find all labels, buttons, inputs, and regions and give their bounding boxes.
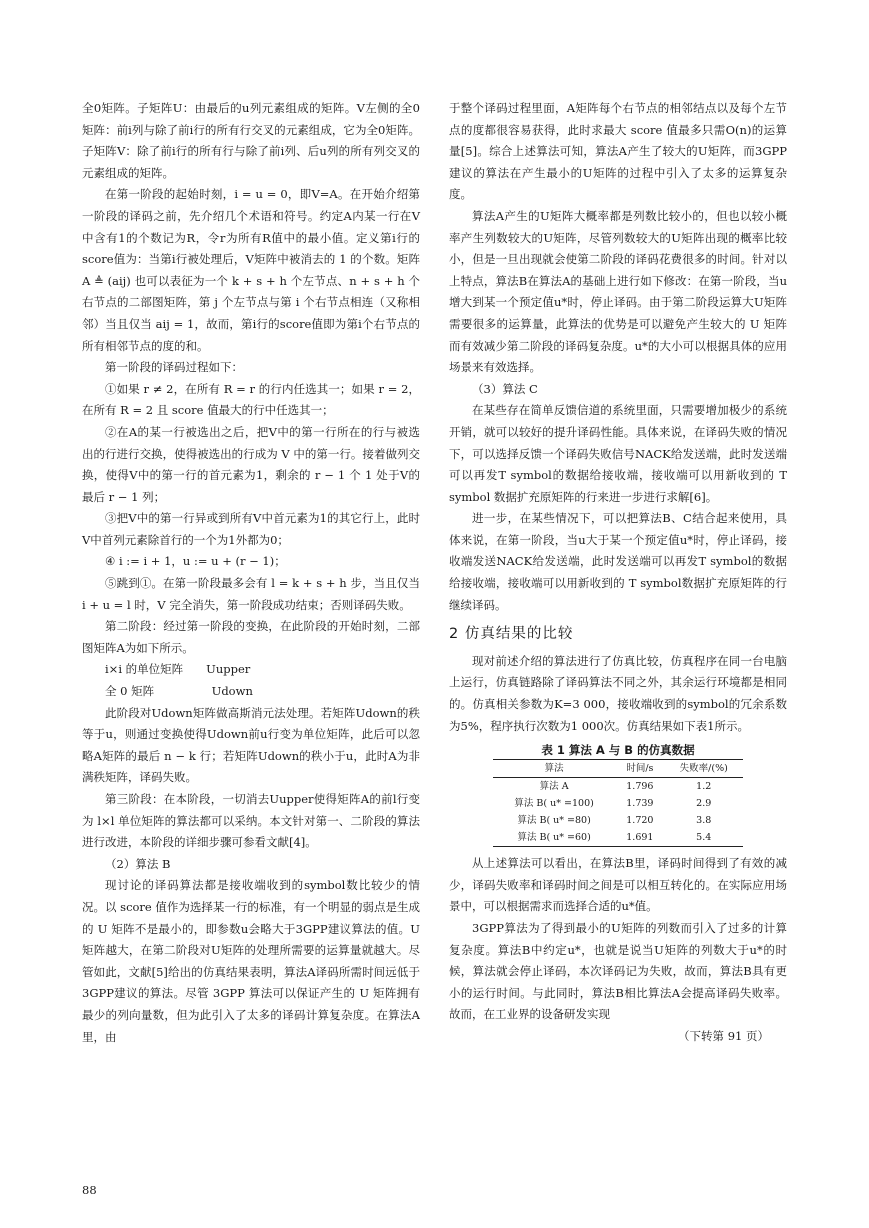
paragraph: 第三阶段：在本阶段，一切消去Uupper使得矩阵A的前l行变为 l×l 单位矩阵的算法都可以采纳。本文针对第一、二阶段的算法进行改进，本阶段的详细步骤可参看文献[4]。	[82, 792, 420, 850]
column-header: 算法	[544, 763, 564, 775]
paragraph: 现讨论的译码算法都是接收端收到的symbol数比较少的情况。以 score 值作为选择某一行的标准，有一个明显的弱点是生成的 U 矩阵不是最小的，即参数u会略大于3GPP建议算法的值。U矩阵越大，在第二阶段对U矩阵的处理所需要的运算量就越大。尽管如此，文献[5]给出的仿真结果表明，算法A译码所需时间远低于3GPP建议的算法。尽管 3GPP 算法可以保证产生的 U 矩阵拥有最少的列向量数，但为此引入了太多的译码计算复杂度。在算法A里，由	[82, 878, 420, 1044]
paragraph: 在某些存在简单反馈信道的系统里面，只需要增加极少的系统开销，就可以较好的提升译码性能。具体来说，在译码失败的情况下，可以选择反馈一个译码失败信号NACK给发送端，此时发送端可以再发T symbol的数据给接收端，接收端可以用新收到的 T symbol 数据扩充原矩阵的行来进一步进行求解[6]。	[449, 403, 787, 504]
paragraph: 于整个译码过程里面，A矩阵每个右节点的相邻结点以及每个左节点的度都很容易获得，此时求最大 score 值最多只需O(n)的运算量[5]。综合上述算法可知，算法A产生了较大的U矩阵，而3GPP建议的算法在产生最小的U矩阵的过程中引入了太多的运算复杂度。	[449, 101, 787, 202]
column-header: 失败率/(%)	[679, 763, 728, 775]
table-cell: 1.739	[626, 798, 654, 810]
paragraph: 第二阶段：经过第一阶段的变换，在此阶段的开始时刻，二部图矩阵A为如下所示。	[82, 619, 420, 655]
table-row	[493, 812, 743, 829]
subsection-heading: （3）算法 C	[472, 381, 538, 396]
table-cell: 算法 A	[539, 781, 569, 793]
table-cell: 3.8	[696, 815, 712, 827]
paragraph: 算法A产生的U矩阵大概率都是列数比较小的，但也以较小概率产生列数较大的U矩阵，尽管列数较大的U矩阵出现的概率比较小，但是一旦出现就会使第二阶段的译码花费很多的时间。针对以上特点，算法B在算法A的基础上进行如下修改：在第一阶段，当u增大到某一个预定值u*时，停止译码。由于第二阶段运算大U矩阵需要很多的运算量，此算法的优势是可以避免产生较大的 U 矩阵而有效减少第二阶段的译码复杂度。u*的大小可以根据具体的应用场景来有效选择。	[449, 208, 787, 375]
table-row	[493, 829, 743, 847]
step-item: ⑤跳到①。在第一阶段最多会有 l = k + s + h 步，当且仅当 i + u = l 时，V 完全消失，第一阶段成功结束；否则译码失败。	[82, 576, 420, 612]
table-cell: 1.720	[626, 815, 654, 827]
table-caption: 表 1 算法 A 与 B 的仿真数据	[541, 743, 695, 758]
paragraph: 在第一阶段的起始时刻，i = u = 0，即V=A。在开始介绍第一阶段的译码之前，先介绍几个术语和符号。约定A内某一行在V中含有1的个数记为R，令r为所有R值中的最小值。定义第i行的score值为：当第i行被处理后，V矩阵中被消去的 1 的个数。矩阵 A ≜ (aij) 也可以表征为一个 k + s + h 个左节点、n + s + h 个右节点的二部图矩阵，第 j 个左节点与第 i 个右节点相连（又称相邻）当且仅当 aij = 1，故而，第i行的score值即为第i个右节点的所有相邻节点的度的和。	[82, 187, 420, 353]
table-cell: 2.9	[696, 798, 712, 810]
subsection-heading: （2）算法 B	[105, 856, 171, 871]
continuation-note: （下转第 91 页）	[678, 1028, 769, 1043]
left-column	[82, 98, 420, 1048]
paragraph: 3GPP算法为了得到最小的U矩阵的列数而引入了过多的计算复杂度。算法B中约定u*，也就是说当U矩阵的列数大于u*的时候，算法就会停止译码，本次译码记为失败，故而，算法B具有更小的运行时间。与此同时，算法B相比算法A会提高译码失败率。故而，在工业界的设备研发实现	[449, 921, 787, 1022]
table-cell: 1.2	[696, 781, 712, 793]
column-header: 时间/s	[626, 763, 654, 775]
table-cell: 1.796	[626, 781, 654, 793]
step-item: ①如果 r ≠ 2，在所有 R = r 的行内任选其一；如果 r = 2，在所有 R = 2 且 score 值最大的行中任选其一；	[82, 381, 420, 418]
table-row	[493, 778, 743, 796]
table-cell: 算法 B( u* =100)	[514, 798, 594, 810]
paragraph: 进一步，在某些情况下，可以把算法B、C结合起来使用，具体来说，在第一阶段，当u大于某一个预定值u*时，停止译码，接收端发送NACK给发送端，此时发送端可以再发T symbol的数据给接收端，接收端可以用新收到的 T symbol数据扩充原矩阵的行继续译码。	[449, 511, 787, 612]
step-item: ②在A的某一行被选出之后，把V中的第一行所在的行与被选出的行进行交换，使得被选出的行成为 V 中的第一行。接着做列交换，使得V中的第一行的首元素为1，剩余的 r − 1 个 1 处于V的最后 r − 1 列；	[82, 424, 420, 504]
results-table	[493, 759, 743, 847]
matrix-row: i×i 的单位矩阵 Uupper	[105, 662, 251, 677]
matrix-row: 全 0 矩阵 Udown	[105, 684, 253, 699]
table-cell: 5.4	[696, 832, 712, 844]
section-title: 2 仿真结果的比较	[449, 626, 574, 643]
paragraph: 从上述算法可以看出，在算法B里，译码时间得到了有效的减少，译码失败率和译码时间之间是可以相互转化的。在实际应用场景中，可以根据需求而选择合适的u*值。	[449, 856, 787, 914]
page-number: 88	[82, 1183, 97, 1197]
table-cell: 算法 B( u* =80)	[517, 815, 591, 827]
paragraph: 现对前述介绍的算法进行了仿真比较，仿真程序在同一台电脑上运行，仿真链路除了译码算法不同之外，其余运行环境都是相同的。仿真相关参数为K=3 000，接收端收到的symbol的冗余系数为5%，程序执行次数为1 000次。仿真结果如下表1所示。	[449, 653, 787, 733]
table-cell: 1.691	[626, 832, 654, 844]
table-header-row	[493, 760, 743, 778]
paragraph: 第一阶段的译码过程如下：	[105, 360, 243, 375]
table-cell: 算法 B( u* =60)	[517, 832, 591, 844]
right-column	[449, 98, 787, 1048]
paragraph: 此阶段对Udown矩阵做高斯消元法处理。若矩阵Udown的秩等于u，则通过变换使得Udown前u行变为单位矩阵，此后可以忽略A矩阵的最后 n − k 行；若矩阵Udown的秩小于u，此时A为非满秩矩阵，译码失败。	[82, 705, 420, 785]
paragraph: 全0矩阵。子矩阵U：由最后的u列元素组成的矩阵。V左侧的全0矩阵：前i列与除了前i行的所有行交叉的元素组成，它为全0矩阵。子矩阵V：除了前i行的所有行与除了前i列、后u列的所有列交叉的元素组成的矩阵。	[82, 101, 420, 180]
step-item: ④ i := i + 1，u := u + (r − 1)；	[105, 554, 286, 569]
step-item: ③把V中的第一行异或到所有V中首元素为1的其它行上，此时V中首列元素除首行的一个为1外都为0；	[82, 511, 420, 547]
table-row	[493, 795, 743, 812]
